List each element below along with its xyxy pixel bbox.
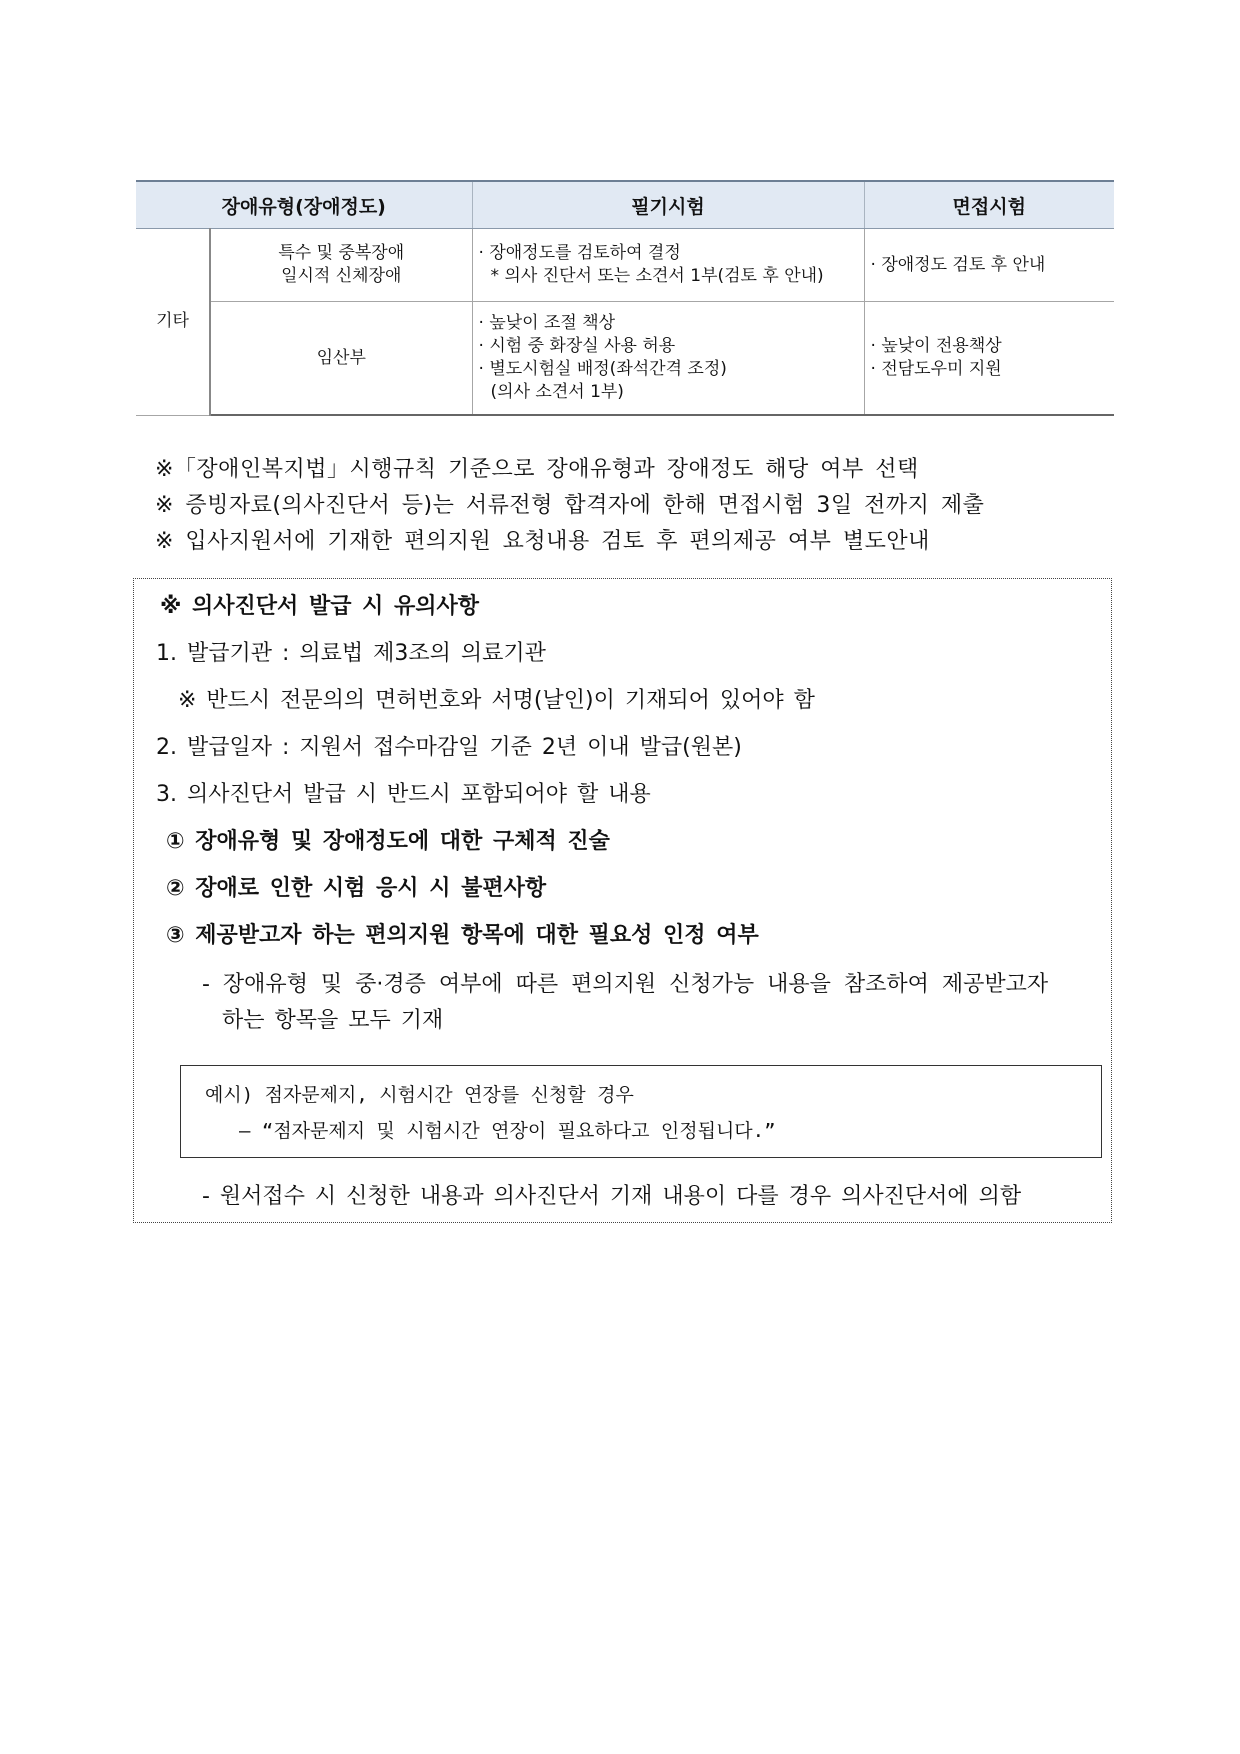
- notice-item-1: 1. 발급기관 : 의료법 제3조의 의료기관: [156, 641, 546, 666]
- written-line: · 높낮이 조절 책상: [478, 313, 616, 333]
- interview-line: · 높낮이 전용책상: [870, 336, 1002, 356]
- accommodation-table: [136, 180, 1114, 416]
- example-line-1: 예시) 점자문제지, 시험시간 연장를 신청할 경우: [205, 1084, 634, 1106]
- header-written-exam: 필기시험: [472, 181, 864, 229]
- notice-subitem-1: ① 장애유형 및 장애정도에 대한 구체적 진술: [166, 829, 610, 854]
- category-cell: 기타: [136, 229, 210, 416]
- notes-list: [155, 452, 984, 560]
- type-line: 특수 및 중복장애: [278, 243, 405, 263]
- table-row: [136, 302, 1114, 416]
- written-cell: [472, 302, 864, 416]
- note-item: ※「장애인복지법」시행규칙 기준으로 장애유형과 장애정도 해당 여부 선택: [155, 457, 919, 482]
- table-header-row: [136, 181, 1114, 229]
- type-line: 임산부: [316, 347, 366, 368]
- type-cell: [210, 229, 472, 302]
- notice-subitem-2: ② 장애로 인한 시험 응시 시 불편사항: [166, 876, 547, 901]
- notice-dash-1-line-1: - 장애유형 및 중·경증 여부에 따른 편의지원 신청가능 내용을 참조하여 제공받고자: [202, 972, 1049, 997]
- type-cell: [210, 302, 472, 416]
- interview-cell: [864, 302, 1114, 416]
- notice-item-2: 2. 발급일자 : 지원서 접수마감일 기준 2년 이내 발급(원본): [156, 735, 742, 760]
- example-box: [180, 1065, 1102, 1158]
- notice-dash-1-line-2: 하는 항목을 모두 기재: [222, 1008, 444, 1033]
- interview-line: · 전담도우미 지원: [870, 359, 1002, 379]
- note-item: ※ 증빙자료(의사진단서 등)는 서류전형 합격자에 한해 면접시험 3일 전까지 제출: [155, 493, 985, 518]
- notice-item-1-note: ※ 반드시 전문의의 면허번호와 서명(날인)이 기재되어 있어야 함: [178, 688, 815, 713]
- interview-cell: [864, 229, 1114, 302]
- written-line: * 의사 진단서 또는 소견서 1부(검토 후 안내): [490, 266, 824, 286]
- written-line: · 시험 중 화장실 사용 허용: [478, 336, 676, 356]
- notice-item-3: 3. 의사진단서 발급 시 반드시 포함되어야 할 내용: [156, 782, 651, 807]
- written-line: · 별도시험실 배정(좌석간격 조정): [478, 359, 727, 379]
- interview-line: · 장애정도 검토 후 안내: [870, 254, 1046, 275]
- written-line: (의사 소견서 1부): [490, 382, 624, 402]
- notice-dash-2: - 원서접수 시 신청한 내용과 의사진단서 기재 내용이 다를 경우 의사진단서에 의함: [202, 1184, 1022, 1209]
- notice-subitem-3: ③ 제공받고자 하는 편의지원 항목에 대한 필요성 인정 여부: [166, 923, 759, 948]
- note-item: ※ 입사지원서에 기재한 편의지원 요청내용 검토 후 편의제공 여부 별도안내: [155, 529, 930, 554]
- table-row: [136, 229, 1114, 302]
- written-line: · 장애정도를 검토하여 결정: [478, 243, 681, 263]
- written-cell: [472, 229, 864, 302]
- header-disability-type: 장애유형(장애정도): [136, 181, 472, 229]
- header-interview: 면접시험: [864, 181, 1114, 229]
- medical-certificate-notice-box: [133, 578, 1112, 1223]
- example-line-2: – “점자문제지 및 시험시간 연장이 필요하다고 인정됩니다.”: [239, 1120, 776, 1142]
- notice-title: ※ 의사진단서 발급 시 유의사항: [160, 594, 480, 619]
- type-line: 일시적 신체장애: [281, 266, 402, 286]
